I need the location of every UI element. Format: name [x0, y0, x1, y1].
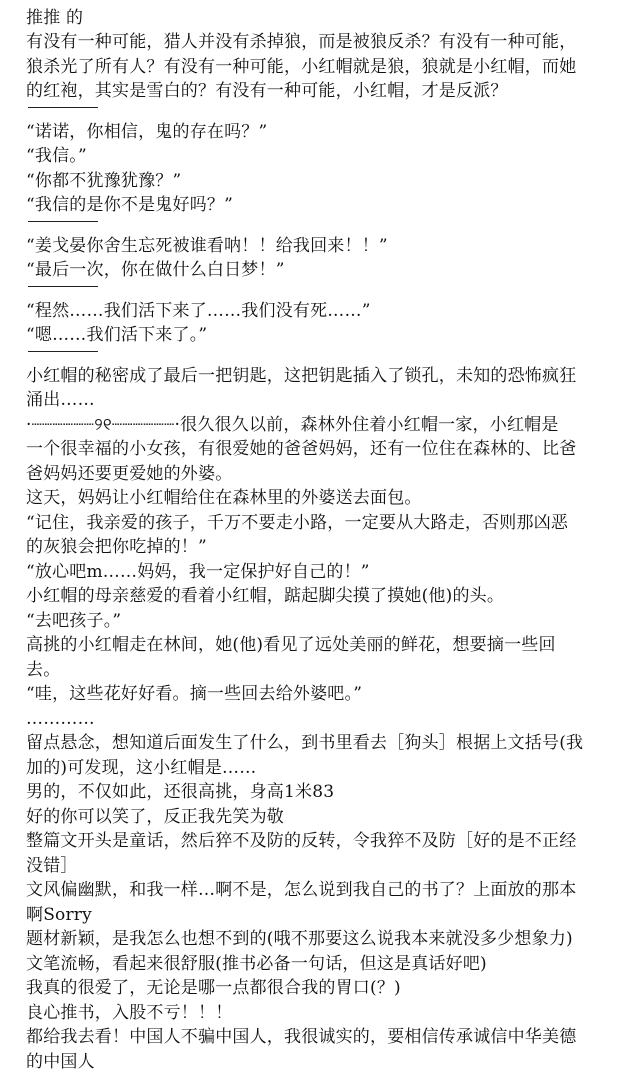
text-line: 去。: [26, 658, 616, 683]
text-line: 文风偏幽默，和我一样…啊不是，怎么说到我自己的书了？上面放的那本: [26, 878, 616, 903]
text-line: ·┈┈┈┈┈┈୨୧┈┈┈┈┈┈·很久很久以前，森林外住着小红帽一家，小红帽是: [26, 413, 616, 438]
paragraph-intro: [26, 30, 616, 104]
text-line: “诺诺，你相信，鬼的存在吗？”: [26, 120, 616, 145]
text-line: 都给我去看！中国人不骗中国人，我很诚实的，要相信传承诚信中华美德: [26, 1025, 616, 1050]
text-line: “放心吧m……妈妈，我一定保护好自己的！”: [26, 560, 616, 585]
document-title: 推推 的: [26, 6, 616, 30]
text-line: 小红帽的母亲慈爱的看着小红帽，踮起脚尖摸了摸她(他)的头。: [26, 584, 616, 609]
text-line: “记住，我亲爱的孩子，千万不要走小路，一定要从大路走，否则那凶恶: [26, 511, 616, 536]
paragraph-dialogue-3: [26, 299, 616, 348]
text-line: 没错］: [26, 854, 616, 879]
text-line: 题材新颖，是我怎么也想不到的(哦不那要这么说我本来就没多少想象力): [26, 927, 616, 952]
section-divider: [28, 351, 98, 352]
text-line: 好的你可以笑了，反正我先笑为敬: [26, 805, 616, 830]
text-line: 的红袍，其实是雪白的？有没有一种可能，小红帽，才是反派？: [26, 79, 616, 104]
text-line: 文笔流畅，看起来很舒服(推书必备一句话，但这是真话好吧): [26, 952, 616, 977]
text-line: 高挑的小红帽走在林间，她(他)看见了远处美丽的鲜花，想要摘一些回: [26, 633, 616, 658]
text-line: 啊Sorry: [26, 903, 616, 928]
text-line: “我信。”: [26, 144, 616, 169]
text-line: 一个很幸福的小女孩，有很爱她的爸爸妈妈，还有一位住在森林的、比爸: [26, 437, 616, 462]
text-line: “去吧孩子。”: [26, 609, 616, 634]
text-line: “姜戈晏你舍生忘死被谁看呐！！给我回来！！”: [26, 234, 616, 259]
paragraph-dialogue-1: [26, 120, 616, 218]
text-line: 加的)可发现，这小红帽是……: [26, 756, 616, 781]
text-line: 爸妈妈还要更爱她的外婆。: [26, 462, 616, 487]
text-line: “我信的是你不是鬼好吗？”: [26, 193, 616, 218]
text-line: 的灰狼会把你吃掉的！”: [26, 535, 616, 560]
document-page: [26, 6, 616, 1074]
paragraph-dialogue-2: [26, 234, 616, 283]
section-divider: [28, 286, 98, 287]
text-line: 有没有一种可能，猎人并没有杀掉狼，而是被狼反杀？有没有一种可能，: [26, 30, 616, 55]
text-line: 狼杀光了所有人？有没有一种可能，小红帽就是狼，狼就是小红帽，而她: [26, 55, 616, 80]
text-line: 这天，妈妈让小红帽给住在森林里的外婆送去面包。: [26, 486, 616, 511]
text-line: 整篇文开头是童话，然后猝不及防的反转，令我猝不及防［好的是不正经: [26, 829, 616, 854]
text-line: “程然……我们活下来了……我们没有死……”: [26, 299, 616, 324]
text-line: “最后一次，你在做什么白日梦！”: [26, 258, 616, 283]
text-line: 良心推书，入股不亏！！！: [26, 1001, 616, 1026]
text-line: 男的，不仅如此，还很高挑，身高1米83: [26, 780, 616, 805]
text-line: 留点悬念，想知道后面发生了什么，到书里看去［狗头］根据上文括号(我: [26, 731, 616, 756]
text-line: “哇，这些花好好看。摘一些回去给外婆吧。”: [26, 682, 616, 707]
text-line: 小红帽的秘密成了最后一把钥匙，这把钥匙插入了锁孔，未知的恐怖疯狂: [26, 364, 616, 389]
text-line: “你都不犹豫犹豫？”: [26, 169, 616, 194]
text-line: 的中国人: [26, 1050, 616, 1074]
section-divider: [28, 221, 98, 222]
text-line: …………: [26, 707, 616, 732]
text-line: 涌出……: [26, 388, 616, 413]
text-line: 我真的很爱了，无论是哪一点都很合我的胃口(？): [26, 976, 616, 1001]
section-divider: [28, 107, 98, 108]
text-line: “嗯……我们活下来了。”: [26, 323, 616, 348]
paragraph-story-and-review: [26, 364, 616, 1074]
